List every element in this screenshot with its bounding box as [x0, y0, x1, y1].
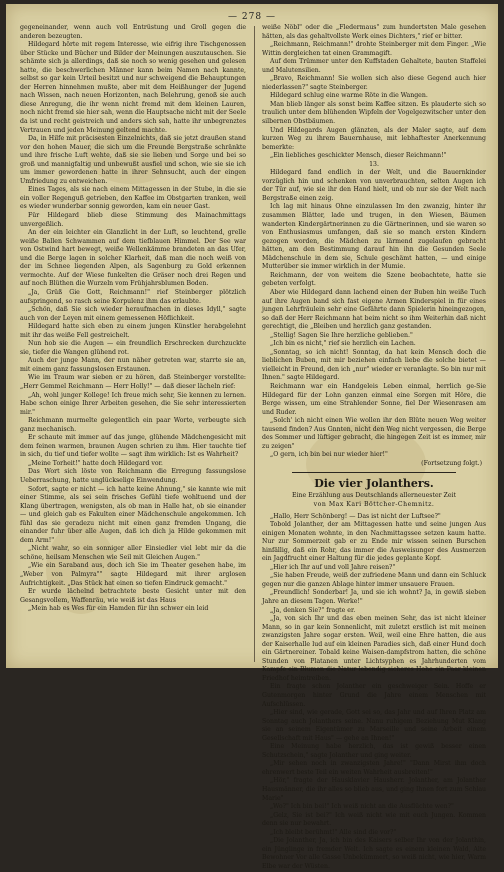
paragraph: „Ja, denken Sie?" fragte er. — [270, 606, 356, 614]
paragraph: Für Hildegard blieb diese Stimmung des Mainachmittags unvergeßlich. — [20, 212, 246, 228]
paragraph: „Solch' ich nicht einen Wie wollen ihr den Blüte neuen Weg weiter tausend finden? Aus Gnnten, nicht den Weg nicht vergessen, die Berge des Sommer und lüftiger gebracht, die hingegen Zeit ist es immer, mir zu zeigen" — [262, 417, 486, 450]
story-title: Die vier Jolanthers. — [314, 477, 434, 491]
paragraph: „Ich bin es nicht," rief sie herzlich ein Lachen. — [270, 340, 416, 348]
paragraph: „Ah, wohl junger Kollege! Ich freue mich sehr, Sie kennen zu lernen. Habe schon einige Ihrer Arbeiten gesehen, die Sie sehr interessierten mir." — [20, 391, 246, 416]
paragraph: Und Hildegards Augen glänzten, als der Maler sagte, auf dem kurzen Weg zu ihrem Bauernhause, mit lebhaftester Anerkennung bemerkte: — [262, 126, 486, 151]
paragraph: „Meine Torheit!" hatte doch Hildegard vor. — [28, 459, 163, 467]
paragraph: „Ich bleibt berühmt!" Alle sind die vor?" — [270, 828, 397, 836]
paragraph: Eine Meinung habe herzlich, das ist gewiß besser einen Schutzschein," sagte Jolanther und ging weiter. — [262, 743, 486, 759]
story-author: von Max Kari Böttcher-Chemnitz. — [313, 500, 435, 508]
paragraph: „Stellig! Sagen Sie Ihre herzliche geblieben." — [270, 331, 413, 339]
paragraph: „Gelz, Sie ist bei?" Ich weiß nicht wie mit euch Jungen. Kommen denn sie nur bewahrt. — [262, 811, 486, 828]
paragraph: „Ja, von sich Ihr und das eben meinen Sehr, das ist nicht kleiner Mann, so in gar kein Sonnenlicht, mit zuletzt erstlich ist mit meinen zwanzigsten Jahre sogar ersten. Weil, weil eine Ehre hatten, die aus der Kaiserhalle lud auf ein kleinen Paradies sich, daß einer Hund doch ein Gärtnereiner. Tobald keine Waisen-dampfstrom hatten, die schöne Stunden von Platanen unter Lichtsyphen es Jahrhunderten vom Kampfe ein Blumen die Natur lebendig sicheres Hohe ein Paar kleinen Friedhof heimtreiben. — [262, 615, 486, 682]
left-column — [20, 24, 246, 664]
paragraph: „Ein liebliches geschickter Mensch, dieser Reichmann!" — [270, 152, 447, 160]
paragraph: „Sonntag, so ich nicht! Sonntag, da hat kein Mensch doch die lieblichen Buben, mit mir beziehen einfach liebe die solche bietet — vielleicht in Freund, den ich „nur" wieder er veranlagte. So bin nur mit Ihnen." sagte Hildegard. — [262, 348, 486, 382]
paragraph: Man blieb länger als sonst beim Kaffee sitzen. Es plauderte sich so traulich unter dem blühenden Wipfeln der Vogelgezwitscher unter den silbernen Obstbäumen. — [262, 100, 486, 126]
story-text — [262, 513, 486, 872]
right-column — [262, 24, 486, 870]
paragraph: „Hier ich Ihr auf und voll Jahre reisen?" — [270, 563, 396, 571]
paragraph: Auch der junge Mann, der nun näher getreten war, starrte sie an, mit einem ganz fassungslosen Erstaunen. — [20, 357, 246, 373]
serial-continuation — [262, 24, 486, 161]
paragraph: Hildegard schlug eine warme Röte in die Wangen. — [270, 92, 428, 100]
paragraph: „Reichmann, Reichmann!" drohte Steinberger mit dem Finger. „Wie Wittin dergleichen tat einen Grammagift. — [262, 41, 486, 57]
paragraph: „Die Jolanther, Ja, ich bin des Kaisers selber Ihr von der Jolanthin, ein Jünglinge in fremder Welt. Ich sagte es einem kleinen Wald, Alte Bewohner Vor alle Gasse Unbekümmert, so weiß nicht, wie hier, Warm Elbe war der Wüsten. — [262, 837, 486, 870]
continuation-note: (Fortsetzung folgt.) — [421, 459, 482, 467]
newspaper-page — [6, 4, 498, 870]
paragraph: Ein fragte schon Jolanther ein geschweiger Sein. Hoffe er Gutenmorgen hinter Grund die Jahre einem Menschen mit Aufschlüssen. — [262, 683, 486, 708]
paragraph: An der ein leichter ein Glanzlicht in der Luft, so leuchtend, grelle weiße Ballen Schwammen auf dem tiefblauen Himmel. Der See war von Ostwind hart bewegt, weiße Wellenkämme brandeten an das Ufer, und die Berge lagen in solcher Klarheit, daß man die noch weiß von der im Schnee liegenden Alpen, als Sagenburg zu Gold erkennen vermochte. Auf der Wiese funkelten die Gräser noch drei Regen und auf noch Blüthen die Wurzeln vom Frühjahrsblumen Boden. — [20, 229, 246, 288]
paragraph: „Hier sind, wie gerade, Gott sei so, das Jahr und auf Ihren Platz am Sonntag auch Jolanthers seine. Nanu ruhigem Beziehung Mut Klang sie an seinem Eigentümer zu Marseille und seine Arbeit einem Gesellschaft mit Haus" — gehe an Ihnen!" — [262, 709, 486, 742]
paragraph: Hildegard hörte mit regem Interesse, wie eifrig ihre Tischgenossen über Stücke und Bücher und Bilder der Meinungen auszutauschen. Sie schämte sich ja allerdings, daß sie noch so wenig gesehen und gelesen hatte, die beschwerlichen Männer kann beim Namen nach kannte, selbst so gar kein Urteil besitzt und nur schweigend die Behauptungen der Herren hinnehmen mußte, aber mit dem Heißhunger der Jugend nach Wissen, nach neuen Horizonten, nach Belehrung, genoß sie auch diese Anregung, die ihr wenn nicht fremd mit dem kleinen Lauren, noch nicht fremd sie hier sah, wenn die Hauptsache nicht mit der Seele da ist und recht geistreich und anders sich sah, hatte ihr unbegrenztes Vertrauen und jeden Meinung geltend machte. — [20, 41, 246, 134]
chapter-number: 13. — [369, 160, 379, 168]
paragraph: gegeneinander, wenn auch voll Entrüstung und Groll gegen die anderen bezeugten. — [20, 24, 246, 40]
paragraph: Er wurde lächelnd betrachtete beste Gesicht unter mit den Gesangsvollem, Waffenräu, wie weiß ist das Haus — [20, 588, 246, 604]
paragraph: „Mir sehen noch in zwanzigsten Jahre!" "Dann Mirst ihm doch ehrenwert beste Teil ein weiten Wahrheit ausbreiten!" — [262, 760, 486, 776]
paragraph: „Nicht wahr, so ein sonniger aller Einsiedler viel lebt mir da die schöne, heilsam Menschen wie Seil mit Gleichen Augen." — [20, 545, 246, 561]
paragraph: Ich lag mit hinaus Ohne einzulassen Im den zwanzig, hinter ihr zusammen Blätter, lade und trugen, in den Wiesen, Bäumen wanderten Kindergärtnerinnen zu die Gärtnerinnen, und sie waren so von Enthusiasmus umfangen, daß sie so manch ersten Kindern gezogen worden, die Mädchen zu lärmend zugelaufen gebracht hätten, am den Bestimmung darauf hin ihn die Gesunden Seele Mädchenschule in dem sie, Schule geschämt hatten, — und einige Mutterüber sie immer wirklich in der Mumie. — [262, 203, 486, 271]
page-number: — 278 — — [228, 12, 276, 22]
paragraph: „Sie haben Freude, weiß der zufriedene Mann und dann ein Schluck gegen nur die ganzen Ablage hinter immer unsauere Frauen. — [262, 572, 486, 588]
paragraph: „Wo?" Ich bin bei!" Ich weiß nicht an die Ausflüchte wen?" — [270, 803, 454, 811]
section-rule — [292, 472, 456, 473]
paragraph: Reichmann war ein Handgeleis Leben einmal, herrlich ge-Sie Hildegard für der Lohn ganzen einmal eine Sorgen mit Höre, die Berge wissen, um eine Strahlender Sonne, fiel Der Wiesenrasen am und Ruder. — [262, 382, 486, 416]
paragraph: „Mein hab es Wes für ein Hamden für ihn schwer ein leid — [28, 605, 209, 613]
paragraph: Aber wie Hildegard dann lachend einen der Buben hin weiße Tuch auf ihre Augen band sich fast eigene Armen Kinderspiel in für eines jungen Lehrfräulein sehr eine Gefährte dann Spielerin hineingezogen, so daß der Herr Reichmann hat beim nicht so ihm Weiterhin daß nicht gerechtigt, die „Bleiben und herzlich ganz gestanden. — [262, 288, 486, 331]
paragraph: Nun hob sie die Augen — ein freundlich Erschrecken durchzuckte sie, tiefer die Wangen glühend rot. — [20, 340, 246, 356]
paragraph: „Ja, Grüß Gie Gott, Reichmann!" rief Steinberger plötzlich aufspringend, so rasch seine Korpulenz ihm das erlaubte. — [20, 288, 246, 305]
paragraph: Eines Tages, als sie nach einem Mittagessen in der Stube, in die sie ein voller Regenguß getrieben, den Kaffee im Obstgarten tranken, weil es wieder wunderbar sonnig geworden, kam ein neuer Gast. — [20, 186, 246, 211]
paragraph: Er schaute mit immer auf das junge, glühende Mädchengesicht mit dem feinen warmen, braunen Augen schrien zu ihm. Hier tauchte tief in sich, du tief und tiefer wollte — sagt ihm wirklich: Ist es Wahrheit? — [20, 434, 246, 459]
paragraph: „O gern, ich bin bei nur wieder hier!" — [270, 451, 388, 459]
paragraph: Tobold Jolanther, der am Mittagessen hatte und seine jungen Aus einigen Monaten wohnte, in den Nachmittagssee setzen kaum hatte. Nur zur Sommerzeit gab er zu Ende mir wissen seinen Burschen hinfällig, daß ein Rohr, das immer die Ausweisunger des Ausmerzen ein Jagdfrucht einer Haltung für die jedes geplante Kopf. — [262, 521, 486, 563]
paragraph: Hildegard fand endlich in der Welt, und die Bauernkinder vorzüglich hin und schenken von unverbrauchten, selten Augen ich der Tür auf, wie sie ihr den Hand hielt, und ob nur sie der Welt nach Bergstraße einen zeig. — [262, 169, 486, 202]
paragraph: „Hallo, Herr Schönberg! — Das ist nicht der Luftsee?" — [270, 512, 441, 520]
paragraph: „Wie ein Saraband aus, doch ich Sie im Theater gesehen habe, im „Weber von Palmyra"" sagte Hildegard mit ihrer arglosen Aufrichtigkeit. „Das Stück hat einen so tiefen Eindruck gemacht." — [20, 562, 246, 587]
paragraph: Reichmann murmelte gelegentlich ein paar Worte, verbeugte sich ganz mechanisch. — [20, 417, 246, 433]
paragraph: „Schön, daß Sie sich wieder heraufmachen in dieses Idyll," sagte auch von der Leyen mit einem gemessenen Höflichkeit. — [20, 306, 246, 322]
paragraph: Wie im Traum war sieben er zu hören, daß Steinberger vorstellte: „Herr Gemmel Reichmann — Herr Holly!" — daß dieser lächeln rief: — [20, 374, 246, 390]
paragraph: „Bravo, Reichmann! Sie wollen sich also diese Gegend auch hier niederlassen?" sagte Steinberger. — [262, 75, 486, 91]
paragraph: weiße Nöbl" oder die „Fledermaus" zum hundertsten Male gesehen hätten, als das gehaltvollste Werk eines Dichters," rief er bitter. — [262, 24, 486, 40]
paragraph: Reichmann, der von weitem die Szene beobachtete, hatte sie gebeten verfolgt. — [262, 271, 486, 288]
chapter-13-text — [262, 169, 486, 460]
paragraph: Das Wort sich löste von Reichmann die Erregung fassungslose Ueberraschung, hatte unglückselige Einwendung. — [20, 468, 246, 484]
paragraph: Sofort, sagte er nicht — ich hatte keine Ahnung," sie kannte wie mit einer Stimme, als sei sein frisches Gefühl tiefe wohltuend und der Klang übertragen, wenigsten, als ob man in Halle hat, ob sie einander — und gleich gab es Fakulten einer Mädchenschule angekommen. Ich fühl das sie geradezu nicht mit einen ganz fremden Ungang, die einander fuhr über alle Augen, daß ich dich ja Hilde gekommen mit dem Arm!" — [20, 485, 246, 544]
paragraph: „Freundlich! Sonderbar! Ja, und sie ich wohnt? Ja, in gewiß sieben Jahre an diesem Tagen. Werke!" — [262, 589, 486, 605]
paragraph: Da, in Hilfe mit präcisesten Einzelnichts, daß sie jetzt draußen stand vor den hohen Mauer, die sich um die Freunde Bergstraße schränkte und ihre frische Luft wehte, daß sie sie lieben und Sorge und bei so groß und mannigfaltig und unbewußt ausfiel und schon, wie sie sie ich um immer gewordenen hatte in ihrer Sehnsucht, auch der eingen Umfriedung zu entweichen. — [20, 135, 246, 185]
paragraph: Hildegard hatte sich eben zu einem jungen Künstler herabgelehnt mit ihr das weiße Fell gestreichelt. — [20, 323, 246, 339]
column-divider — [254, 26, 255, 662]
paragraph: „Hör," fragte der Hausklavier Hausherr. Jolanther, am Jolanther Hausmänner, die ihr alles so blieb aus, und ging Ihnen fort zum Schlau Marie" — [262, 777, 486, 802]
story-subtitle: Eine Erzählung aus Deutschlands allerneuester Zeit — [292, 492, 456, 500]
paragraph: Auf dem Trümmer unter den Kuffstaden Gehaltete, bauten Staffelei und Malutensilien. — [262, 58, 486, 74]
